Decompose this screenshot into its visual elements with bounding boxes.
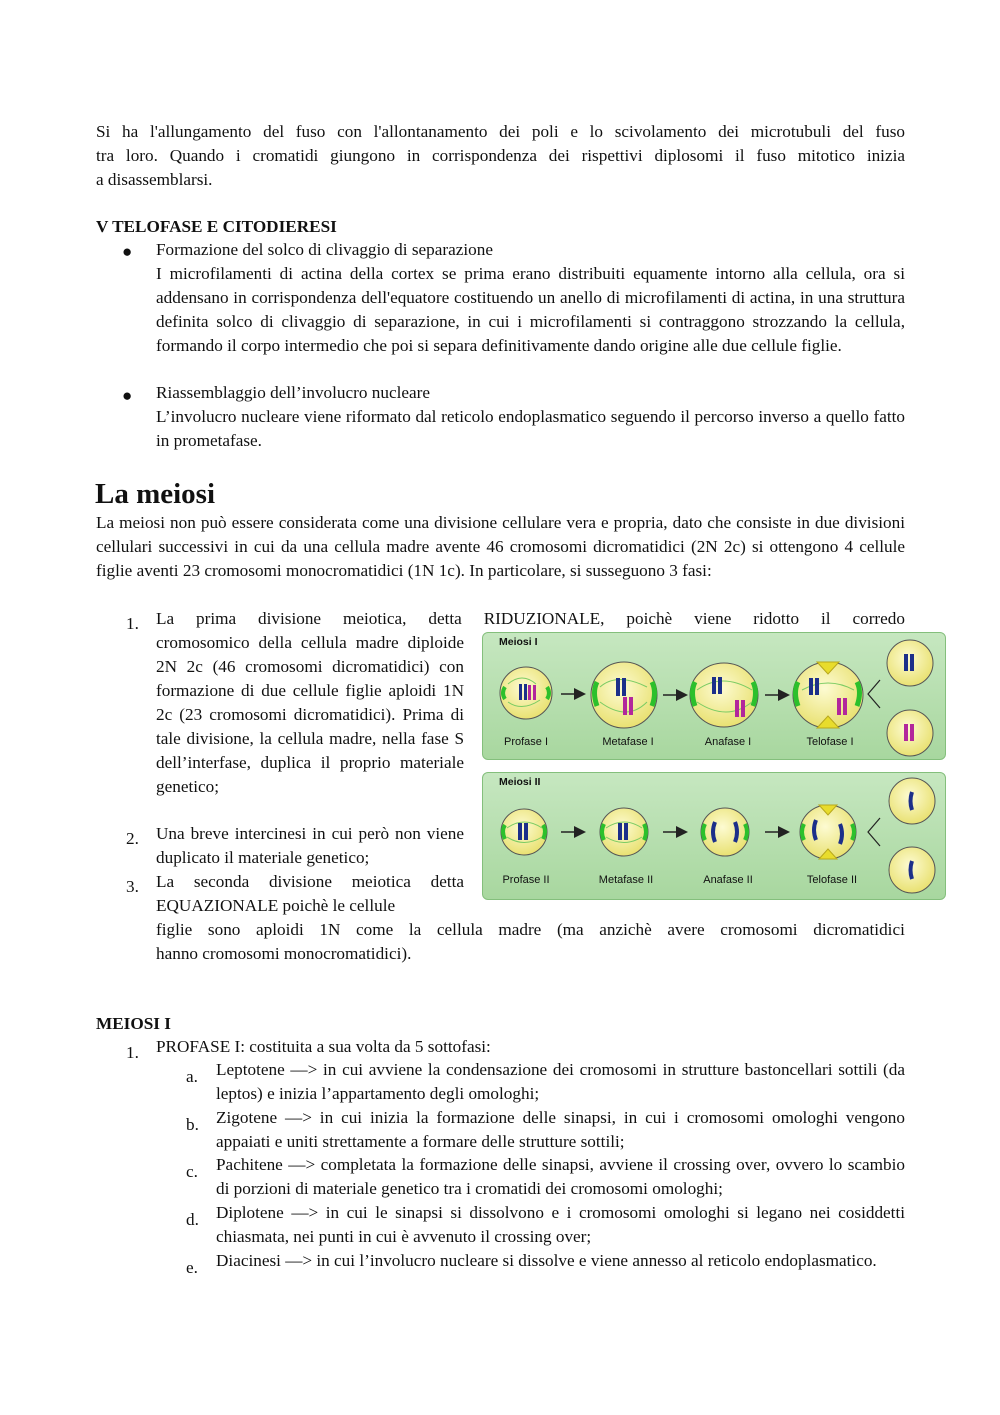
bullet-dot: ● (122, 386, 133, 405)
bullet-body: L’involucro nucleare viene riformato dal reticolo endoplasmatico seguendo il percorso inverso a quello fatto in prometafase. (156, 407, 905, 450)
sub-list-letter: c. (186, 1162, 198, 1181)
list-number: 1. (126, 1043, 139, 1062)
word: aploidi (256, 920, 304, 939)
word: madre (498, 920, 542, 939)
word: 1N (319, 920, 341, 939)
list-number: 3. (126, 877, 139, 896)
word: ridotto (753, 609, 800, 628)
profase-i-cell (500, 667, 552, 719)
word: cellula (436, 920, 483, 939)
stage-label: Profase I (503, 736, 549, 748)
profase-ii-cell (501, 809, 547, 855)
metafase-i-cell (591, 662, 657, 728)
word: viene (694, 609, 732, 628)
daughter-cell (889, 778, 935, 824)
meiosis-figure (482, 632, 944, 898)
bullet-item (156, 381, 905, 453)
list-number: 1. (126, 614, 139, 633)
telofase-ii-cell (800, 805, 856, 859)
anafase-i-cell (690, 663, 758, 727)
list-number: 2. (126, 829, 139, 848)
daughter-cell (889, 847, 935, 893)
section-heading-telofase: V TELOFASE E CITODIERESI (96, 217, 337, 236)
bullet-title: Formazione del solco di clivaggio di separazione (156, 240, 493, 259)
daughter-cell (887, 640, 933, 686)
panel-title: Meiosi I (499, 636, 538, 648)
sub-list-item: Pachitene —> completata la formazione delle sinapsi, avviene il crossing over, ovvero lo scambio di porzioni di materiale genetico tra i cromatidi dei cromosomi omologhi; (216, 1155, 905, 1198)
intro-line: a disassemblarsi. (96, 170, 213, 189)
sub-list-item: Zigotene —> in cui inizia la formazione delle sinapsi, in cui i cromosomi omologhi vengono appaiati e uniti strettamente a formare delle strutture sottili; (216, 1108, 905, 1151)
intro-line: Si ha l'allungamento del fuso con l'allontanamento dei poli e lo scivolamento dei microtubuli del fuso (96, 122, 905, 141)
word: (ma (556, 920, 584, 939)
stage-label: Anafase II (703, 874, 753, 886)
word: RIDUZIONALE, (483, 609, 605, 628)
word: detta (428, 609, 462, 628)
list-item-body: PROFASE I: costituita a sua volta da 5 sottofasi: (156, 1037, 491, 1056)
page-title-meiosi: La meiosi (95, 478, 216, 510)
stage-label: Metafase I (602, 736, 654, 748)
bullet-item (156, 238, 905, 358)
word: dicromatidici (813, 920, 905, 939)
word: avere (667, 920, 705, 939)
sub-list-item: Diacinesi —> in cui l’involucro nucleare si dissolve e viene annesso al reticolo endoplasmatico. (216, 1251, 877, 1270)
sub-list-letter: d. (186, 1210, 199, 1229)
panel-title: Meiosi II (499, 776, 541, 788)
telofase-i-cell (793, 662, 863, 728)
word: La (156, 609, 175, 628)
intro-line: tra loro. Quando i cromatidi giungono in corrispondenza dei rispettivi diplosomi il fuso mitotico inizia (96, 146, 905, 165)
sub-list-letter: e. (186, 1258, 198, 1277)
justified-line (156, 918, 905, 942)
list-item-end: hanno cromosomi monocromatidici). (156, 944, 412, 963)
metafase-ii-cell (600, 808, 648, 856)
sub-list-letter: b. (186, 1115, 199, 1134)
stage-label: Anafase I (704, 736, 752, 748)
stage-label: Telofase I (806, 736, 854, 748)
intro-paragraph (96, 120, 905, 192)
word: meiotica, (342, 609, 407, 628)
word: il (821, 609, 831, 628)
meiosis-diagram (482, 632, 944, 898)
bullet-title: Riassemblaggio dell’involucro nucleare (156, 383, 430, 402)
sub-list-item: Leptotene —> in cui avviene la condensazione dei cromosomi in strutture bastoncellari sottili (da leptos) e inizia l’appartamento degli omologhi; (216, 1060, 905, 1103)
list-item-continuation (156, 918, 905, 966)
word: anzichè (599, 920, 652, 939)
sub-list-letter: a. (186, 1067, 198, 1086)
list-item-body: Una breve intercinesi in cui però non viene duplicato il materiale genetico; (156, 824, 464, 867)
bullet-body: I microfilamenti di actina della cortex se prima erano distribuiti equamente intorno alla cellula, ora si addensano in corrispondenza dell'equatore costituendo un anello di microfilamenti di actina, in una struttura definita solco di clivaggio di separazione, in cui i microfilamenti si contraggono strozzando la cellula, formando il corpo intermedio che poi si separa definitivamente dando origine alle due cellule figlie. (156, 264, 905, 355)
bullet-dot: ● (122, 242, 133, 261)
word: corredo (852, 609, 905, 628)
word: cromosomi (720, 920, 798, 939)
list-item-first-line (156, 607, 905, 631)
justified-line (156, 607, 905, 631)
word: poichè (626, 609, 673, 628)
stage-label: Profase II (502, 874, 550, 886)
word: figlie (156, 920, 193, 939)
stage-label: Telofase II (806, 874, 858, 886)
word: sono (207, 920, 241, 939)
section-heading-meiosi-i: MEIOSI I (96, 1014, 171, 1033)
word: prima (196, 609, 237, 628)
word: la (408, 920, 422, 939)
list-item-body: La seconda divisione meiotica detta EQUAZIONALE poichè le cellule (156, 872, 464, 915)
sub-list-item: Diplotene —> in cui le sinapsi si dissolvono e i cromosomi omologhi si legano nei cosiddetti chiasmata, nei punti in cui è avvenuto il crossing over; (216, 1203, 905, 1246)
daughter-cell (887, 710, 933, 756)
word: divisione (258, 609, 322, 628)
word: come (356, 920, 394, 939)
anafase-ii-cell (701, 808, 749, 856)
list-item-body: cromosomico della cellula madre diploide 2N 2c (46 cromosomi dicromatidici) con formazione di due cellule figlie aploidi 1N 2c (23 cromosomi dicromatidici). Prima di tale divisione, la cellula madre, nella fase S dell’interfase, duplica il proprio materiale genetico; (156, 633, 464, 796)
meiosi-intro: La meiosi non può essere considerata come una divisione cellulare vera e propria, dato che consiste in due divisioni cellulari successivi in cui da una cellula madre avente 46 cromosomi dicromatidici (2N 2c) si ottengono 4 cellule figlie aventi 23 cromosomi monocromatidici (1N 1c). In particolare, si susseguono 3 fasi: (96, 513, 905, 580)
stage-label: Metafase II (598, 874, 654, 886)
